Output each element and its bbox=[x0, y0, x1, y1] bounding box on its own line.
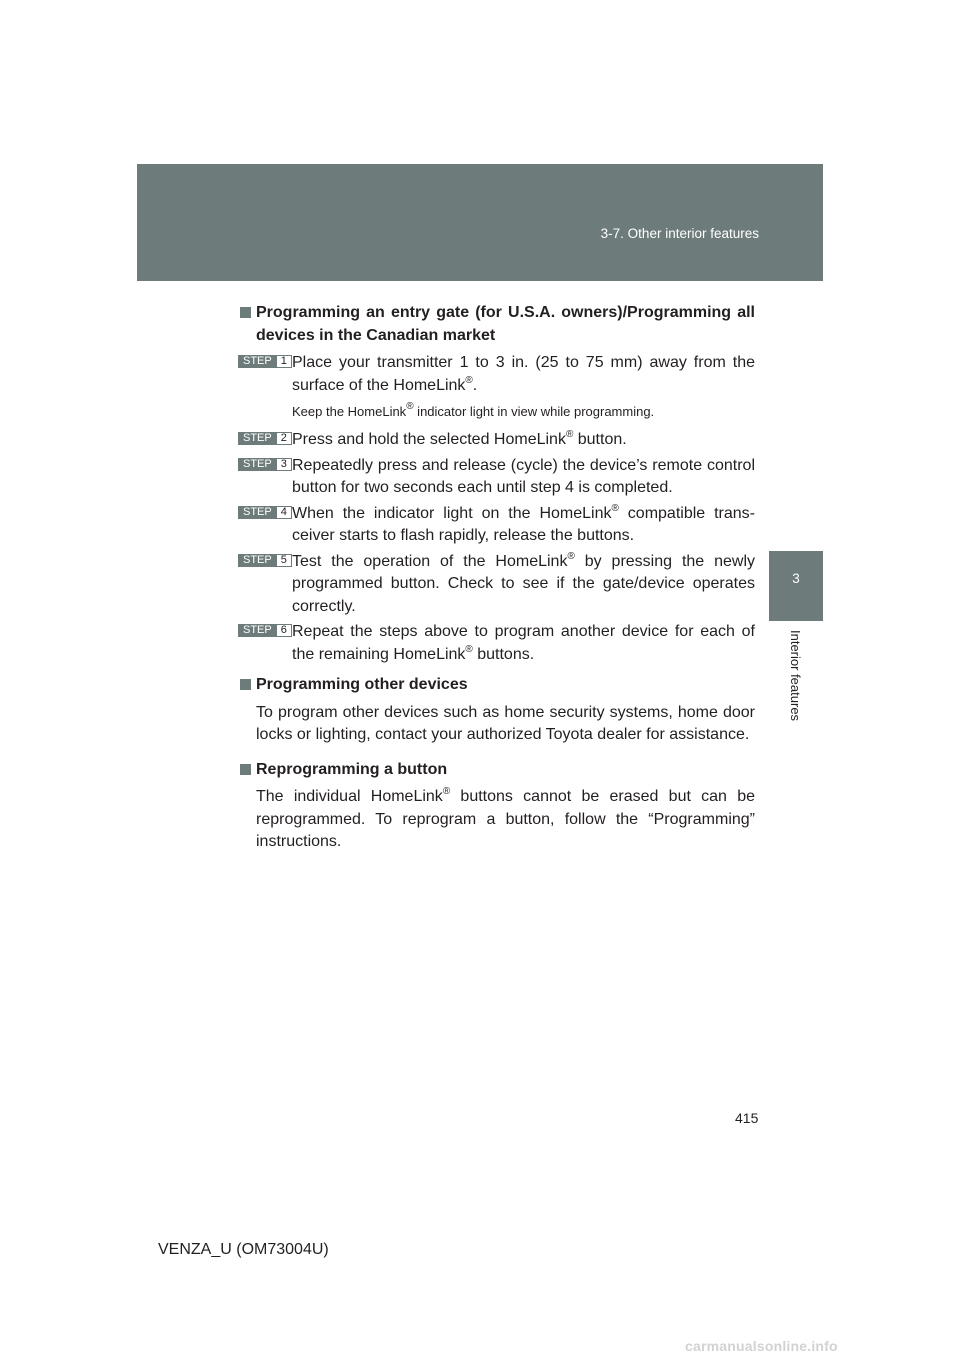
step-badge: STEP 2 bbox=[238, 432, 292, 445]
step-badge: STEP 3 bbox=[238, 458, 292, 471]
section-title: 3-7. Other interior features bbox=[600, 226, 759, 241]
section-heading-reprogramming: Reprogramming a button bbox=[238, 759, 755, 782]
watermark: carmanualsonline.info bbox=[685, 1338, 838, 1354]
step-3: STEP 3 Repeatedly press and release (cycle) the device’s remote control button for two seconds each until step 4 is completed. bbox=[238, 455, 755, 500]
square-bullet-icon bbox=[240, 764, 251, 775]
square-bullet-icon bbox=[240, 307, 251, 318]
step-4: STEP 4 When the indicator light on the HomeLink® compatible trans-ceiver starts to flash rapidly, release the buttons. bbox=[238, 503, 755, 548]
chapter-number: 3 bbox=[792, 571, 800, 586]
page-content bbox=[238, 302, 755, 866]
other-devices-body: To program other devices such as home security systems, home door locks or lighting, contact your authorized Toyota dealer for assistance. bbox=[256, 703, 755, 743]
section-heading-other-devices: Programming other devices bbox=[238, 674, 755, 697]
step-badge: STEP 4 bbox=[238, 506, 292, 519]
step-1: STEP 1 Place your transmitter 1 to 3 in. (25 to 75 mm) away from the surface of the HomeLink®. Keep the HomeLink® indicator light in view while programming. bbox=[238, 352, 755, 421]
step-badge: STEP 5 bbox=[238, 554, 292, 567]
chapter-tab bbox=[769, 551, 823, 621]
step-badge: STEP 6 bbox=[238, 624, 292, 637]
section-header-bar bbox=[137, 164, 823, 281]
step-note: Keep the HomeLink® indicator light in view while programming. bbox=[292, 401, 655, 419]
square-bullet-icon bbox=[240, 679, 251, 690]
step-6: STEP 6 Repeat the steps above to program another device for each of the remaining HomeLink® buttons. bbox=[238, 621, 755, 666]
chapter-label: Interior features bbox=[788, 630, 803, 722]
step-badge: STEP 1 bbox=[238, 355, 292, 368]
step-2: STEP 2 Press and hold the selected HomeLink® button. bbox=[238, 429, 755, 452]
section-heading-entry-gate: Programming an entry gate (for U.S.A. owners)/Programming all devices in the Canadian market bbox=[238, 302, 755, 347]
reprogramming-body: The individual HomeLink® buttons cannot be erased but can be reprogrammed. To reprogram a button, follow the “Programming” instructions. bbox=[256, 786, 755, 850]
document-id: VENZA_U (OM73004U) bbox=[158, 1241, 329, 1258]
step-5: STEP 5 Test the operation of the HomeLink® by pressing the newly programmed button. Check to see if the gate/device operates correctly. bbox=[238, 551, 755, 619]
page-number: 415 bbox=[735, 1110, 759, 1126]
